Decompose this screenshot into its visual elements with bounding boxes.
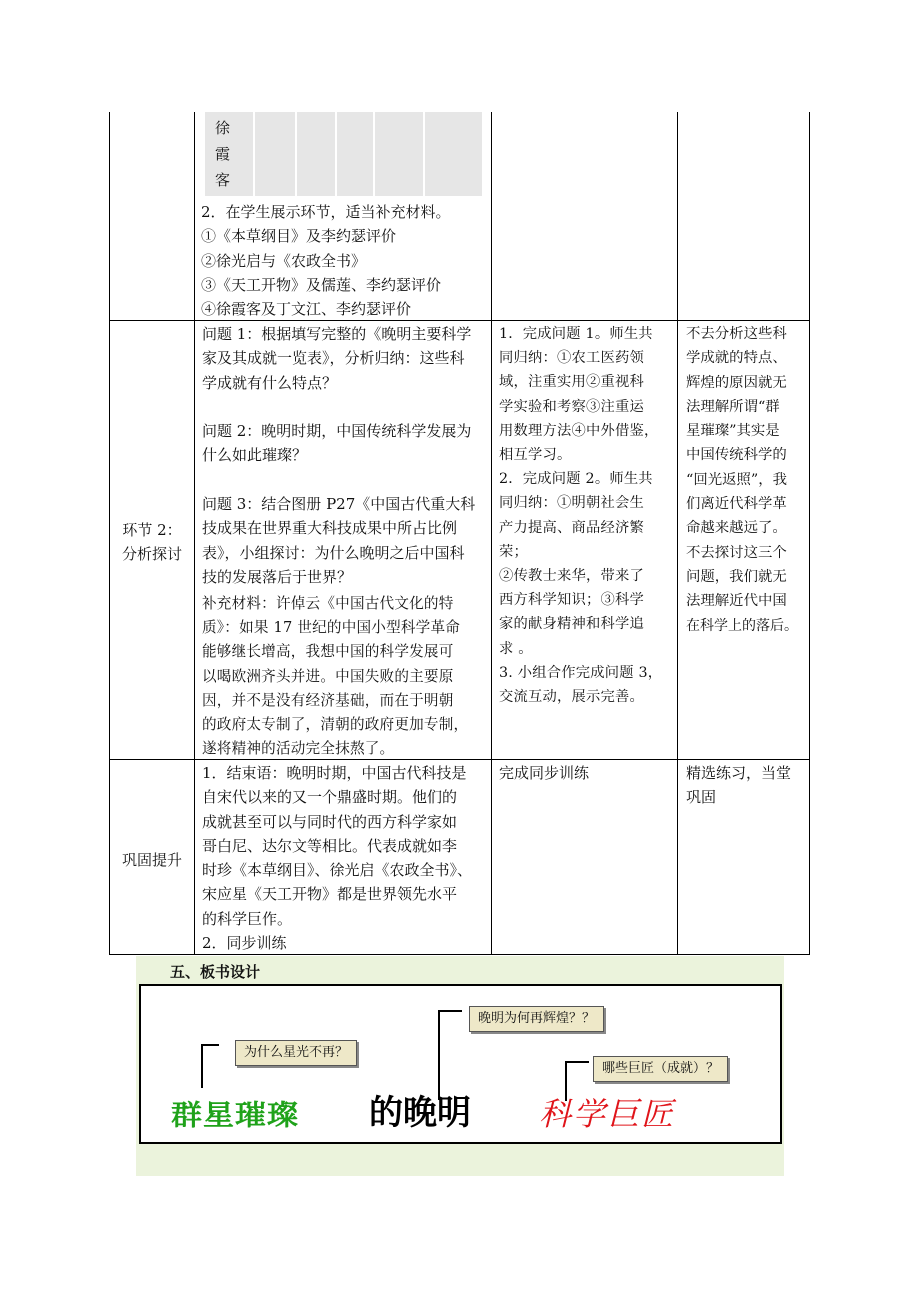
text-line: 1．结束语：晚明时期，中国古代科技是 [202, 764, 467, 782]
text-line: 家及其成就一览表》，分析归纳：这些科 [202, 349, 465, 368]
row2-teacher-activity [202, 322, 475, 589]
text-line: 成就甚至可以与同时代的西方科学家如 [202, 812, 458, 831]
text-line: 法理解近代中国 [686, 593, 787, 610]
text-line: 命越来越远了。 [686, 520, 787, 537]
text-line: 问题 1：根据填写完整的《晚明主要科学 [202, 325, 472, 343]
text-line: ③《天工开物》及儒莲、李约瑟评价 [201, 275, 442, 294]
row3-stage [110, 848, 194, 872]
text-line: 1．完成问题 1。师生共 [499, 326, 653, 342]
text-line: 辉煌的原因就无 [686, 374, 787, 391]
text-line: 质》：如果 17 世纪的中国小型科学革命 [202, 619, 461, 637]
text-line: 表》，小组探讨：为什么晚明之后中国科 [202, 543, 465, 562]
text-line: 西方科学知识；③科学 [499, 592, 644, 609]
text-line: 求 。 [499, 640, 533, 657]
text-line: 产力提高、商品经济繁 [499, 519, 644, 536]
text-line: 中国传统科学的 [686, 447, 787, 464]
text-line: 同归纳：①农工医药领 [499, 350, 644, 367]
text-line: 哥白尼、达尔文等相比。代表成就如李 [202, 836, 458, 855]
text-line: 因，并不是没有经济基础，而在于明朝 [202, 691, 454, 709]
row2-supplement-material [202, 592, 468, 761]
text-line: 同归纳：①明朝社会生 [499, 495, 644, 512]
question-bubble-which-masters: 哪些巨匠（成就）？ [593, 1056, 728, 1082]
text-line: 学成就的特点、 [686, 350, 787, 367]
row1-teacher-content [201, 200, 451, 321]
text-line: 问题，我们就无 [686, 568, 787, 585]
row3-student-activity [499, 761, 589, 785]
text-line: ①《本草纲目》及李约瑟评价 [201, 227, 397, 246]
text-line: ②传教士来华，带来了 [499, 568, 644, 585]
row3-teacher-activity [202, 761, 472, 955]
text-line: 精选练习，当堂 [686, 764, 792, 782]
connector-line [201, 1044, 219, 1088]
stage-label: 分析探讨 [121, 545, 182, 564]
text-line: 补充材料：许倬云《中国古代文化的特 [202, 595, 454, 612]
board-headline-red: 科学巨匠 [539, 1095, 676, 1133]
text-line: 家的献身精神和科学追 [499, 616, 644, 633]
text-line: 不去分析这些科 [686, 326, 787, 342]
text-line: 完成同步训练 [499, 764, 590, 782]
stage-label: 巩固提升 [121, 851, 182, 869]
text-line: 域，注重实用②重视科 [499, 374, 644, 391]
text-line: 技的发展落后于世界？ [202, 567, 353, 586]
row2-stage [110, 518, 194, 567]
row3-design-intent [686, 761, 791, 810]
text-line: 技成果在世界重大科技成果中所占比例 [202, 519, 458, 538]
text-line: 在科学上的落后。 [686, 617, 798, 634]
text-line: ④徐霞客及丁文江、李约瑟评价 [201, 300, 412, 319]
text-line [202, 468, 475, 492]
text-line: ②徐光启与《农政全书》 [201, 251, 367, 270]
text-line: 2．同步训练 [202, 934, 287, 953]
inner-char: 徐 [215, 119, 231, 137]
table-col-divider-1 [194, 112, 195, 955]
text-line: 星璀璨”其实是 [686, 423, 780, 440]
text-line: 们离近代科学革 [686, 496, 787, 513]
text-line: 遂将精神的活动完全抹熬了。 [202, 740, 395, 758]
table-col-divider-3 [677, 112, 678, 955]
table-right-border [809, 112, 810, 955]
inner-char: 客 [215, 171, 231, 189]
text-line: 用数理方法④中外借鉴， [499, 422, 659, 439]
question-bubble-why-brilliant: 晚明为何再辉煌？？ [469, 1006, 604, 1032]
text-line: 巩固 [686, 788, 717, 807]
text-line: 荣； [499, 543, 528, 560]
inner-table-fragment [205, 112, 482, 196]
blackboard-design-image [139, 984, 782, 1144]
board-headline-green: 群星璀璨 [171, 1099, 299, 1132]
question-bubble-why-fade: 为什么星光不再？ [235, 1040, 357, 1066]
text-line: 2．在学生展示环节，适当补充材料。 [201, 203, 451, 221]
text-line: 能够继长增高，我想中国的科学发展可 [202, 643, 454, 661]
inner-char: 霞 [215, 145, 231, 163]
board-headline-black: 的晚明 [369, 1093, 471, 1133]
text-line: 3. 小组合作完成问题 3， [499, 664, 663, 681]
text-line: 相互学习。 [499, 447, 572, 464]
stage-label: 环节 2： [122, 521, 182, 539]
text-line: 法理解所谓“群 [686, 398, 780, 415]
text-line: 什么如此璀璨？ [202, 446, 308, 465]
row2-student-activity [499, 322, 662, 709]
board-design-title: 五、板书设计 [170, 963, 261, 981]
text-line: 不去探讨这三个 [686, 544, 787, 561]
text-line: 问题 2：晚明时期，中国传统科学发展为 [202, 422, 472, 441]
text-line: “回光返照”，我 [686, 471, 788, 488]
text-line [202, 395, 475, 419]
text-line: 的科学巨作。 [202, 909, 293, 928]
text-line: 的政府太专制了，清朝的政府更加专制， [202, 716, 469, 734]
text-line: 宋应星《天工开物》都是世界领先水平 [202, 885, 458, 904]
text-line: 问题 3：结合图册 P27《中国古代重大科 [202, 495, 476, 514]
text-line: 交流互动，展示完善。 [499, 689, 644, 706]
row2-design-intent [686, 322, 798, 638]
text-line: 学实验和考察③注重运 [499, 398, 644, 415]
text-line: 时珍《本草纲目》、徐光启《农政全书》、 [202, 861, 473, 880]
table-col-divider-2 [491, 112, 492, 955]
text-line: 2．完成问题 2。师生共 [499, 471, 653, 488]
text-line: 自宋代以来的又一个鼎盛时期。他们的 [202, 788, 458, 807]
text-line: 以喝欧洲齐头并进。中国失败的主要原 [202, 667, 454, 685]
text-line: 学成就有什么特点？ [202, 373, 338, 392]
